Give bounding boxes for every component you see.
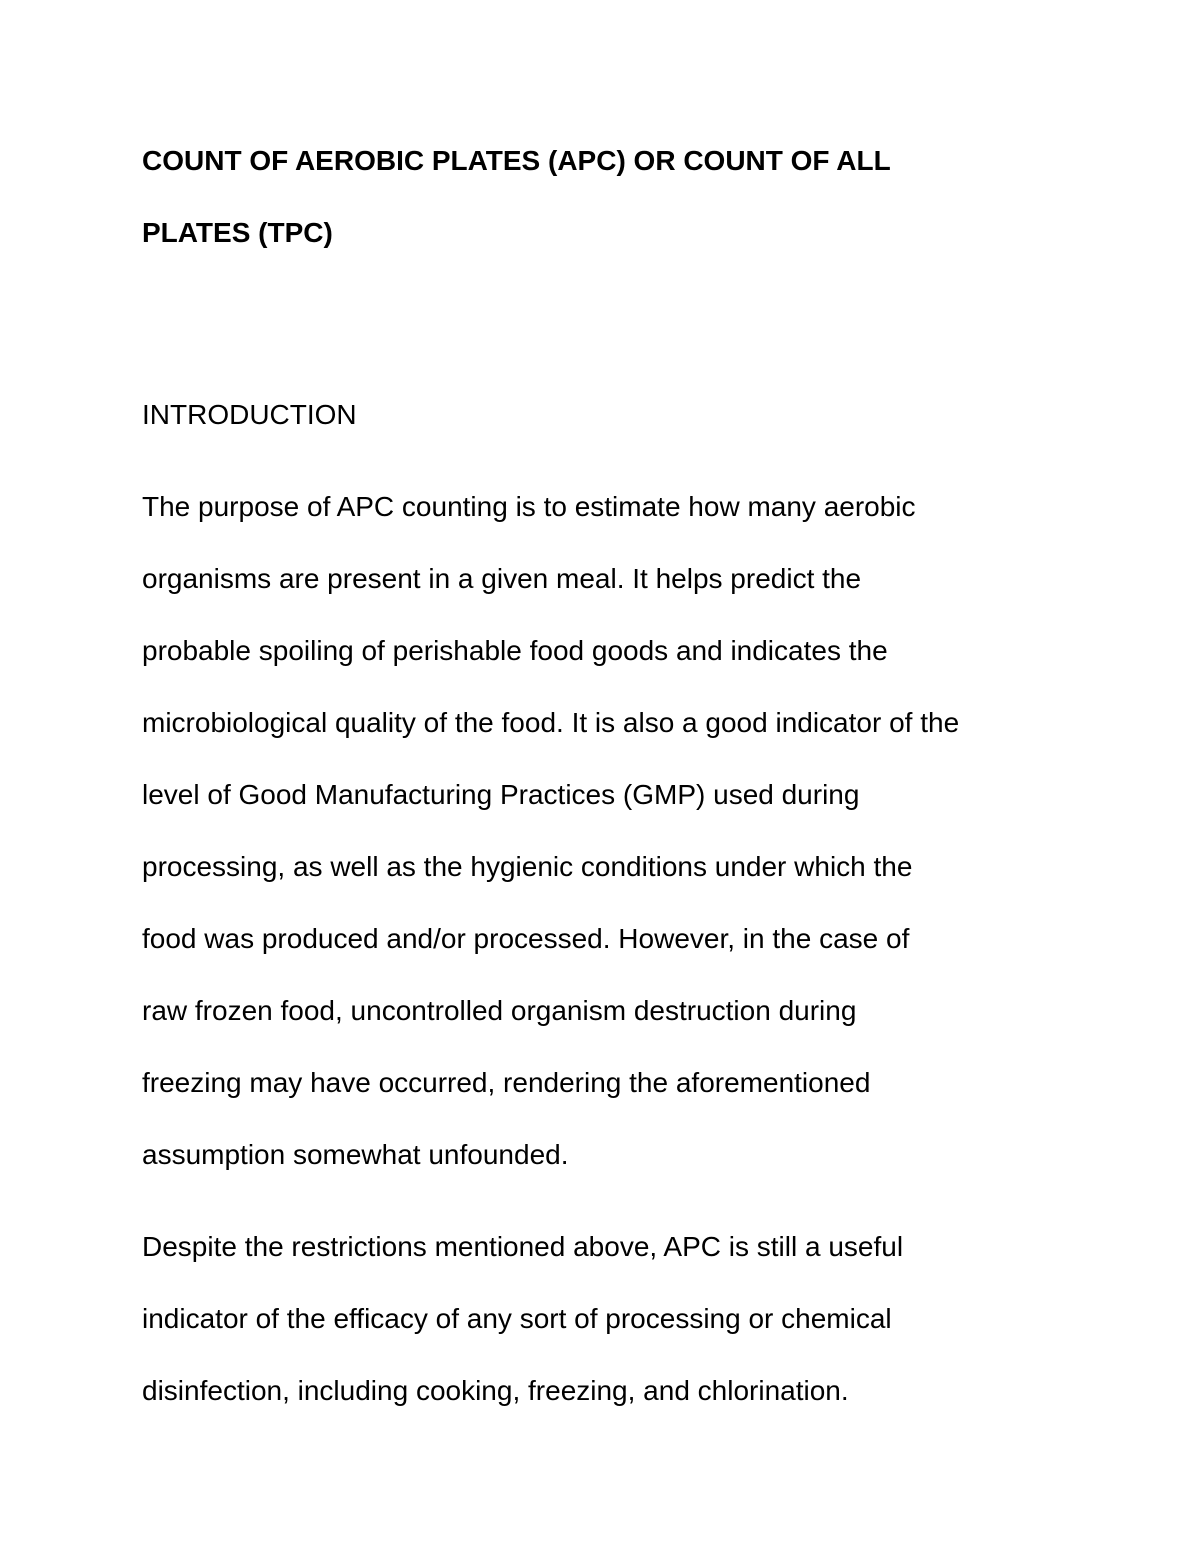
paragraph-2-line: disinfection, including cooking, freezing, and chlorination. (142, 1375, 849, 1406)
title-line-2: PLATES (TPC) (142, 217, 333, 248)
paragraph-1-line: level of Good Manufacturing Practices (GMP) used during (142, 779, 860, 810)
paragraph-2-line: Despite the restrictions mentioned above, APC is still a useful (142, 1231, 904, 1262)
paragraph-1-line: processing, as well as the hygienic conditions under which the (142, 851, 913, 882)
paragraph-1-line: organisms are present in a given meal. It helps predict the (142, 563, 862, 594)
paragraph-1-line: microbiological quality of the food. It is also a good indicator of the (142, 707, 960, 738)
paragraph-1-line: raw frozen food, uncontrolled organism destruction during (142, 995, 857, 1026)
section-heading-introduction: INTRODUCTION (142, 399, 357, 430)
paragraph-1-line: freezing may have occurred, rendering the aforementioned (142, 1067, 871, 1098)
paragraph-1-line: The purpose of APC counting is to estimate how many aerobic (142, 491, 916, 522)
paragraph-1-line: assumption somewhat unfounded. (142, 1139, 569, 1170)
paragraph-1-line: food was produced and/or processed. However, in the case of (142, 923, 910, 954)
paragraph-1-line: probable spoiling of perishable food goods and indicates the (142, 635, 888, 666)
title-line-1: COUNT OF AEROBIC PLATES (APC) OR COUNT OF ALL (142, 145, 891, 176)
paragraph-2-line: indicator of the efficacy of any sort of processing or chemical (142, 1303, 892, 1334)
